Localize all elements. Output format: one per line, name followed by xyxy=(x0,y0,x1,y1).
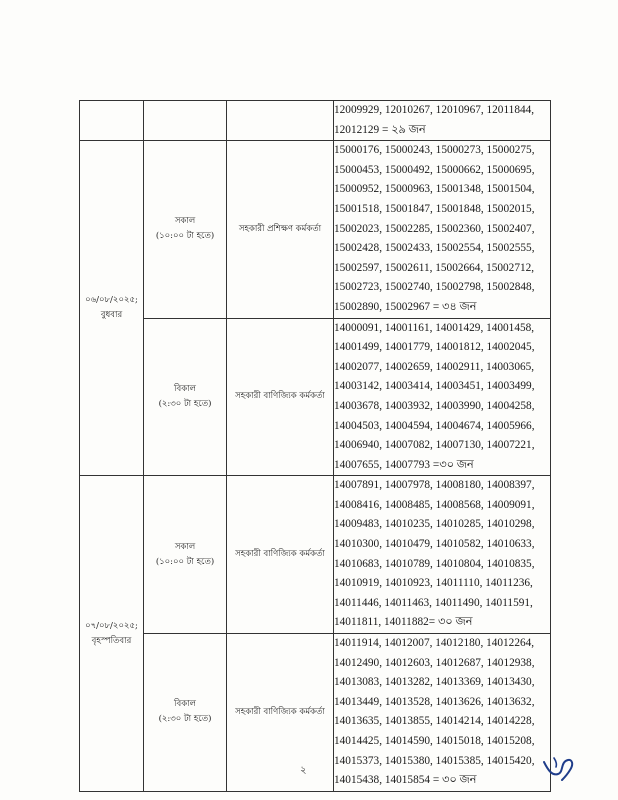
time-cell xyxy=(144,141,227,318)
roll-line: 14010919, 14010923, 14011110, 14011236, xyxy=(334,577,533,590)
roll-list xyxy=(334,476,551,634)
table-row xyxy=(80,476,551,634)
roll-line: 14013449, 14013528, 14013626, 14013632, xyxy=(334,695,535,708)
post-name: সহকারী বাণিজ্যিক কর্মকর্তা xyxy=(235,706,325,717)
roll-list xyxy=(334,318,551,476)
roll-line: 15002428, 15002433, 15002554, 15002555, xyxy=(334,242,535,255)
shift-label: সকাল xyxy=(174,541,196,552)
roll-line: 14011914, 14012007, 14012180, 14012264, xyxy=(334,637,535,650)
roll-line: 12012129 = ২৯ জন xyxy=(334,123,426,136)
roll-line: 14003678, 14003932, 14003990, 14004258, xyxy=(334,399,535,412)
roll-line: 12009929, 12010267, 12010967, 12011844, xyxy=(334,104,535,116)
shift-time: (১০:০০ টা হতে) xyxy=(155,231,215,242)
time-cell xyxy=(144,634,227,792)
time-cell-empty xyxy=(144,101,227,141)
roll-line: 14009483, 14010235, 14010285, 14010298, xyxy=(334,518,535,531)
post-cell xyxy=(227,318,334,476)
roll-list xyxy=(334,634,551,792)
roll-line: 14015373, 14015380, 14015385, 14015420, xyxy=(334,754,535,767)
shift-label: বিকাল xyxy=(174,383,196,394)
roll-line: 14008416, 14008485, 14008568, 14009091, xyxy=(334,498,535,511)
roll-line: 14010300, 14010479, 14010582, 14010633, xyxy=(334,538,535,551)
shift-label: বিকাল xyxy=(174,699,196,710)
exam-day: বৃহস্পতিবার xyxy=(91,635,132,646)
roll-line: 14011446, 14011463, 14011490, 14011591, xyxy=(334,596,533,609)
roll-line: 15000176, 15000243, 15000273, 15000275, xyxy=(334,144,535,157)
roll-line: 14003142, 14003414, 14003451, 14003499, xyxy=(334,380,535,393)
roll-line: 14007655, 14007793 =৩০ জন xyxy=(334,458,474,471)
time-cell xyxy=(144,476,227,634)
post-cell-empty xyxy=(227,101,334,141)
signature-mark xyxy=(540,752,580,784)
roll-line: 14002077, 14002659, 14002911, 14003065, xyxy=(334,360,535,373)
roll-line: 14014425, 14014590, 14015018, 14015208, xyxy=(334,735,535,747)
date-cell xyxy=(80,141,144,476)
exam-schedule-table xyxy=(79,100,551,792)
roll-line: 14000091, 14001161, 14001429, 14001458, xyxy=(334,321,535,334)
roll-line: 14013083, 14013282, 14013369, 14013430, xyxy=(334,676,535,689)
roll-line: 14004503, 14004594, 14004674, 14005966, xyxy=(334,419,535,432)
table-row xyxy=(80,141,551,318)
date-cell xyxy=(80,476,144,792)
post-cell xyxy=(227,476,334,634)
roll-line: 14001499, 14001779, 14001812, 14002045, xyxy=(334,341,535,354)
post-cell xyxy=(227,141,334,318)
page-number: ২ xyxy=(300,765,307,776)
roll-line: 14012490, 14012603, 14012687, 14012938, xyxy=(334,656,535,669)
roll-line: 14007891, 14007978, 14008180, 14008397, xyxy=(334,479,535,492)
roll-line: 14015438, 14015854 = ৩০ জন xyxy=(334,774,477,787)
roll-line: 15002597, 15002611, 15002664, 15002712, xyxy=(334,261,535,274)
roll-list xyxy=(334,141,551,318)
shift-time: (২:৩০ টা হতে) xyxy=(158,714,212,725)
post-name: সহকারী বাণিজ্যিক কর্মকর্তা xyxy=(235,391,325,402)
time-cell xyxy=(144,318,227,476)
exam-date: ০৬/০৮/২০২৫; xyxy=(85,295,138,306)
roll-line: 15000952, 15000963, 15001348, 15001504, xyxy=(334,183,535,196)
post-name: সহকারী প্রশিক্ষণ কর্মকর্তা xyxy=(238,223,322,234)
roll-line: 15002890, 15002967 = ৩৪ জন xyxy=(334,300,477,313)
roll-line: 15002023, 15002285, 15002360, 15002407, xyxy=(334,222,535,235)
roll-line: 14006940, 14007082, 14007130, 14007221, xyxy=(334,439,535,452)
exam-date: ০৭/০৮/২০২৫; xyxy=(85,620,138,631)
roll-line: 15001518, 15001847, 15001848, 15002015, xyxy=(334,202,535,215)
roll-line: 15000453, 15000492, 15000662, 15000695, xyxy=(334,163,535,176)
roll-list xyxy=(334,101,551,141)
shift-time: (১০:০০ টা হতে) xyxy=(155,556,215,567)
roll-line: 14010683, 14010789, 14010804, 14010835, xyxy=(334,557,535,570)
date-cell-empty xyxy=(80,101,144,141)
post-cell xyxy=(227,634,334,792)
exam-day: বুধবার xyxy=(100,310,123,321)
roll-line: 14013635, 14013855, 14014214, 14014228, xyxy=(334,715,535,728)
shift-time: (২:৩০ টা হতে) xyxy=(158,398,212,409)
roll-line: 15002723, 15002740, 15002798, 15002848, xyxy=(334,281,535,294)
post-name: সহকারী বাণিজ্যিক কর্মকর্তা xyxy=(235,549,325,560)
shift-label: সকাল xyxy=(174,216,196,227)
table-row xyxy=(80,318,551,476)
table-row xyxy=(80,101,551,141)
table-row xyxy=(80,634,551,792)
roll-line: 14011811, 14011882= ৩০ জন xyxy=(334,616,473,629)
